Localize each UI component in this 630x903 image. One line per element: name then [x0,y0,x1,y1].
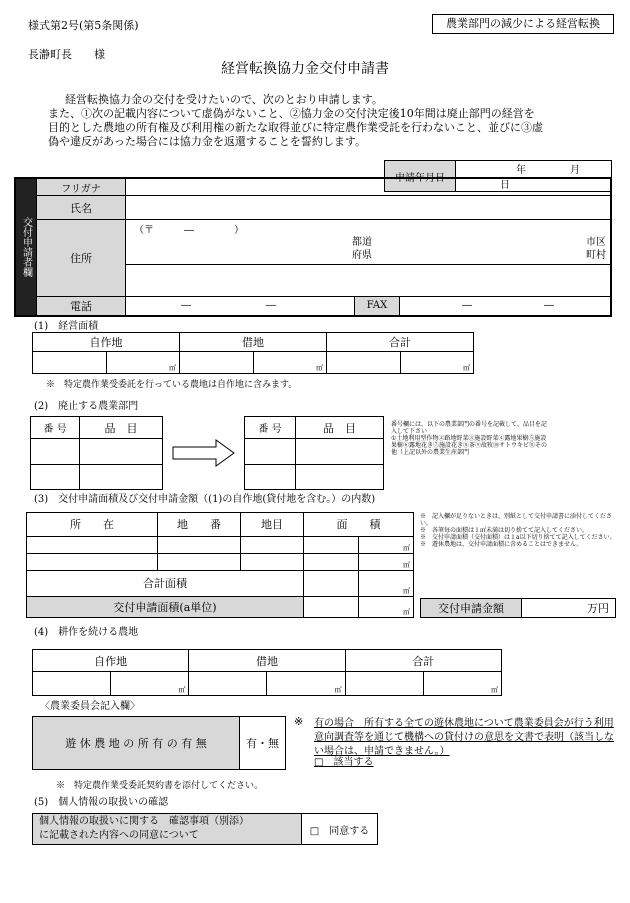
address-prefecture[interactable]: 都道 府県 市区 町村 [126,236,612,264]
date-field[interactable]: 年 月日 [456,161,612,192]
s2-table-left: 番 号 品 目 [30,416,163,490]
s3-grant-area-label: 交付申請面積(a単位) [27,596,304,617]
furigana-field[interactable] [126,178,612,196]
applicant-table [14,177,612,317]
s1-own-field[interactable] [33,352,107,374]
s1-header-lease: 借地 [180,333,327,352]
s3-total-area-label: 合計面積 [27,570,304,596]
intro-line-2: また、①次の記載内容について虚偽がないこと、②協力金の交付決定後10年間は廃止部門の経営を [48,107,535,120]
s2-note: 番号欄には、以下の農業部門の番号を記載して、品目を記入して下さい ①土地利用型作物②路地野菜③施設野菜④露地果樹⑤施設果樹⑥露地花き⑦施設花き⑧茶⑨故牧⑩サトウキビ⑪その他（上記以外の農業生産部門 [391,421,548,456]
phone-label: 電話 [37,297,126,316]
s1-total-field[interactable] [327,352,401,374]
form-number: 様式第2号(第5条関係) [28,19,139,32]
committee-note: 有の場合 所有する全ての遊休農地について農業委員会が行う利用意向調査等を通じて機構への貸付けの意思を文書で表明（該当しない場合は、申請できません。） [314,718,614,757]
s3-notes: ※ 記入欄が足りないときは、別紙として交付申請書に添付してください。 ※ 各筆毎の面積は１㎡未満は切り捨てて記入してください。 ※ 交付申請面積（交付面積）は１a以下切り捨てて記入してください。 ※ 遊休農地は、交付申請面積に含めることはできません。 [420,513,616,548]
date-label: 申請年月日 [385,161,456,192]
form-tag: 農業部門の減少による経営転換 [432,14,614,34]
name-label: 氏名 [37,196,126,220]
furigana-label: フリガナ [37,178,126,196]
s5-table [32,813,378,845]
s3-title: (3) 交付申請面積及び交付申請金額（(1)の自作地(貸付地を含む。）の内数) [34,494,376,505]
postal-field[interactable]: （〒 ― ） [126,220,612,237]
s1-title: (1) 経営面積 [34,321,99,332]
arrow-right-icon [172,439,236,467]
page-title: 経営転換協力金交付申請書 [221,61,389,77]
s1-lease-field[interactable] [180,352,254,374]
s5-label: 個人情報の取扱いに関する 確認事項（別添） に記載された内容への同意について [33,814,302,845]
s2-title: (2) 廃止する農業部門 [34,401,139,412]
intro-line-1: 経営転換協力金の交付を受けたいので、次のとおり申請します。 [65,93,383,106]
address-detail-field[interactable] [126,264,612,296]
committee-mark: ※ [294,715,304,728]
committee-title: 〈農業委員会記入欄〉 [40,701,140,712]
s2-table-right: 番 号 品 目 [244,416,384,490]
phone-fax-row[interactable]: ― ― FAX ― ― [126,297,612,316]
s1-table: 自作地 借地 合計 ㎡ ㎡ ㎡ [32,332,474,374]
s4-table: 自作地 借地 合計 ㎡ ㎡ ㎡ [32,649,502,696]
s5-title: (5) 個人情報の取扱いの確認 [34,797,169,808]
intro-line-3: 目的とした農地の所有権及び利用権の新たな取得並びに特定農作業受託を行わないこと、並びに③虚 [48,121,543,134]
name-field[interactable] [126,196,612,220]
s1-header-total: 合計 [327,333,474,352]
s1-header-own: 自作地 [33,333,180,352]
s1-note: ※ 特定農作業受委託を行っている農地は自作地に含みます。 [46,380,298,390]
applicant-side-label: 交付申請者欄 [15,178,37,316]
intro-line-4: 偽や違反があった場合には協力金を返還することを誓約します。 [48,135,367,148]
addressee: 長瀞町長 様 [28,48,105,61]
s3-table: 所 在 地 番 地目 面 積 ㎡ ㎡ 合計面積 ㎡ 交付申請面積(a単位) ㎡ [26,512,414,618]
s3-grant-amount: 交付申請金額 万円 [420,598,616,618]
s5-agree[interactable]: □ 同意する [302,814,378,845]
fax-label: FAX [354,297,400,315]
address-label: 住所 [37,220,126,297]
contract-note: ※ 特定農作業受委託契約書を添付してください。 [56,781,264,791]
committee-table: 遊 休 農 地 の 所 有 の 有 無 有・無 [32,716,286,770]
fallow-choice[interactable]: 有・無 [240,717,286,770]
s4-title: (4) 耕作を続ける農地 [34,627,139,638]
committee-check[interactable]: □ 該当する [314,757,374,768]
